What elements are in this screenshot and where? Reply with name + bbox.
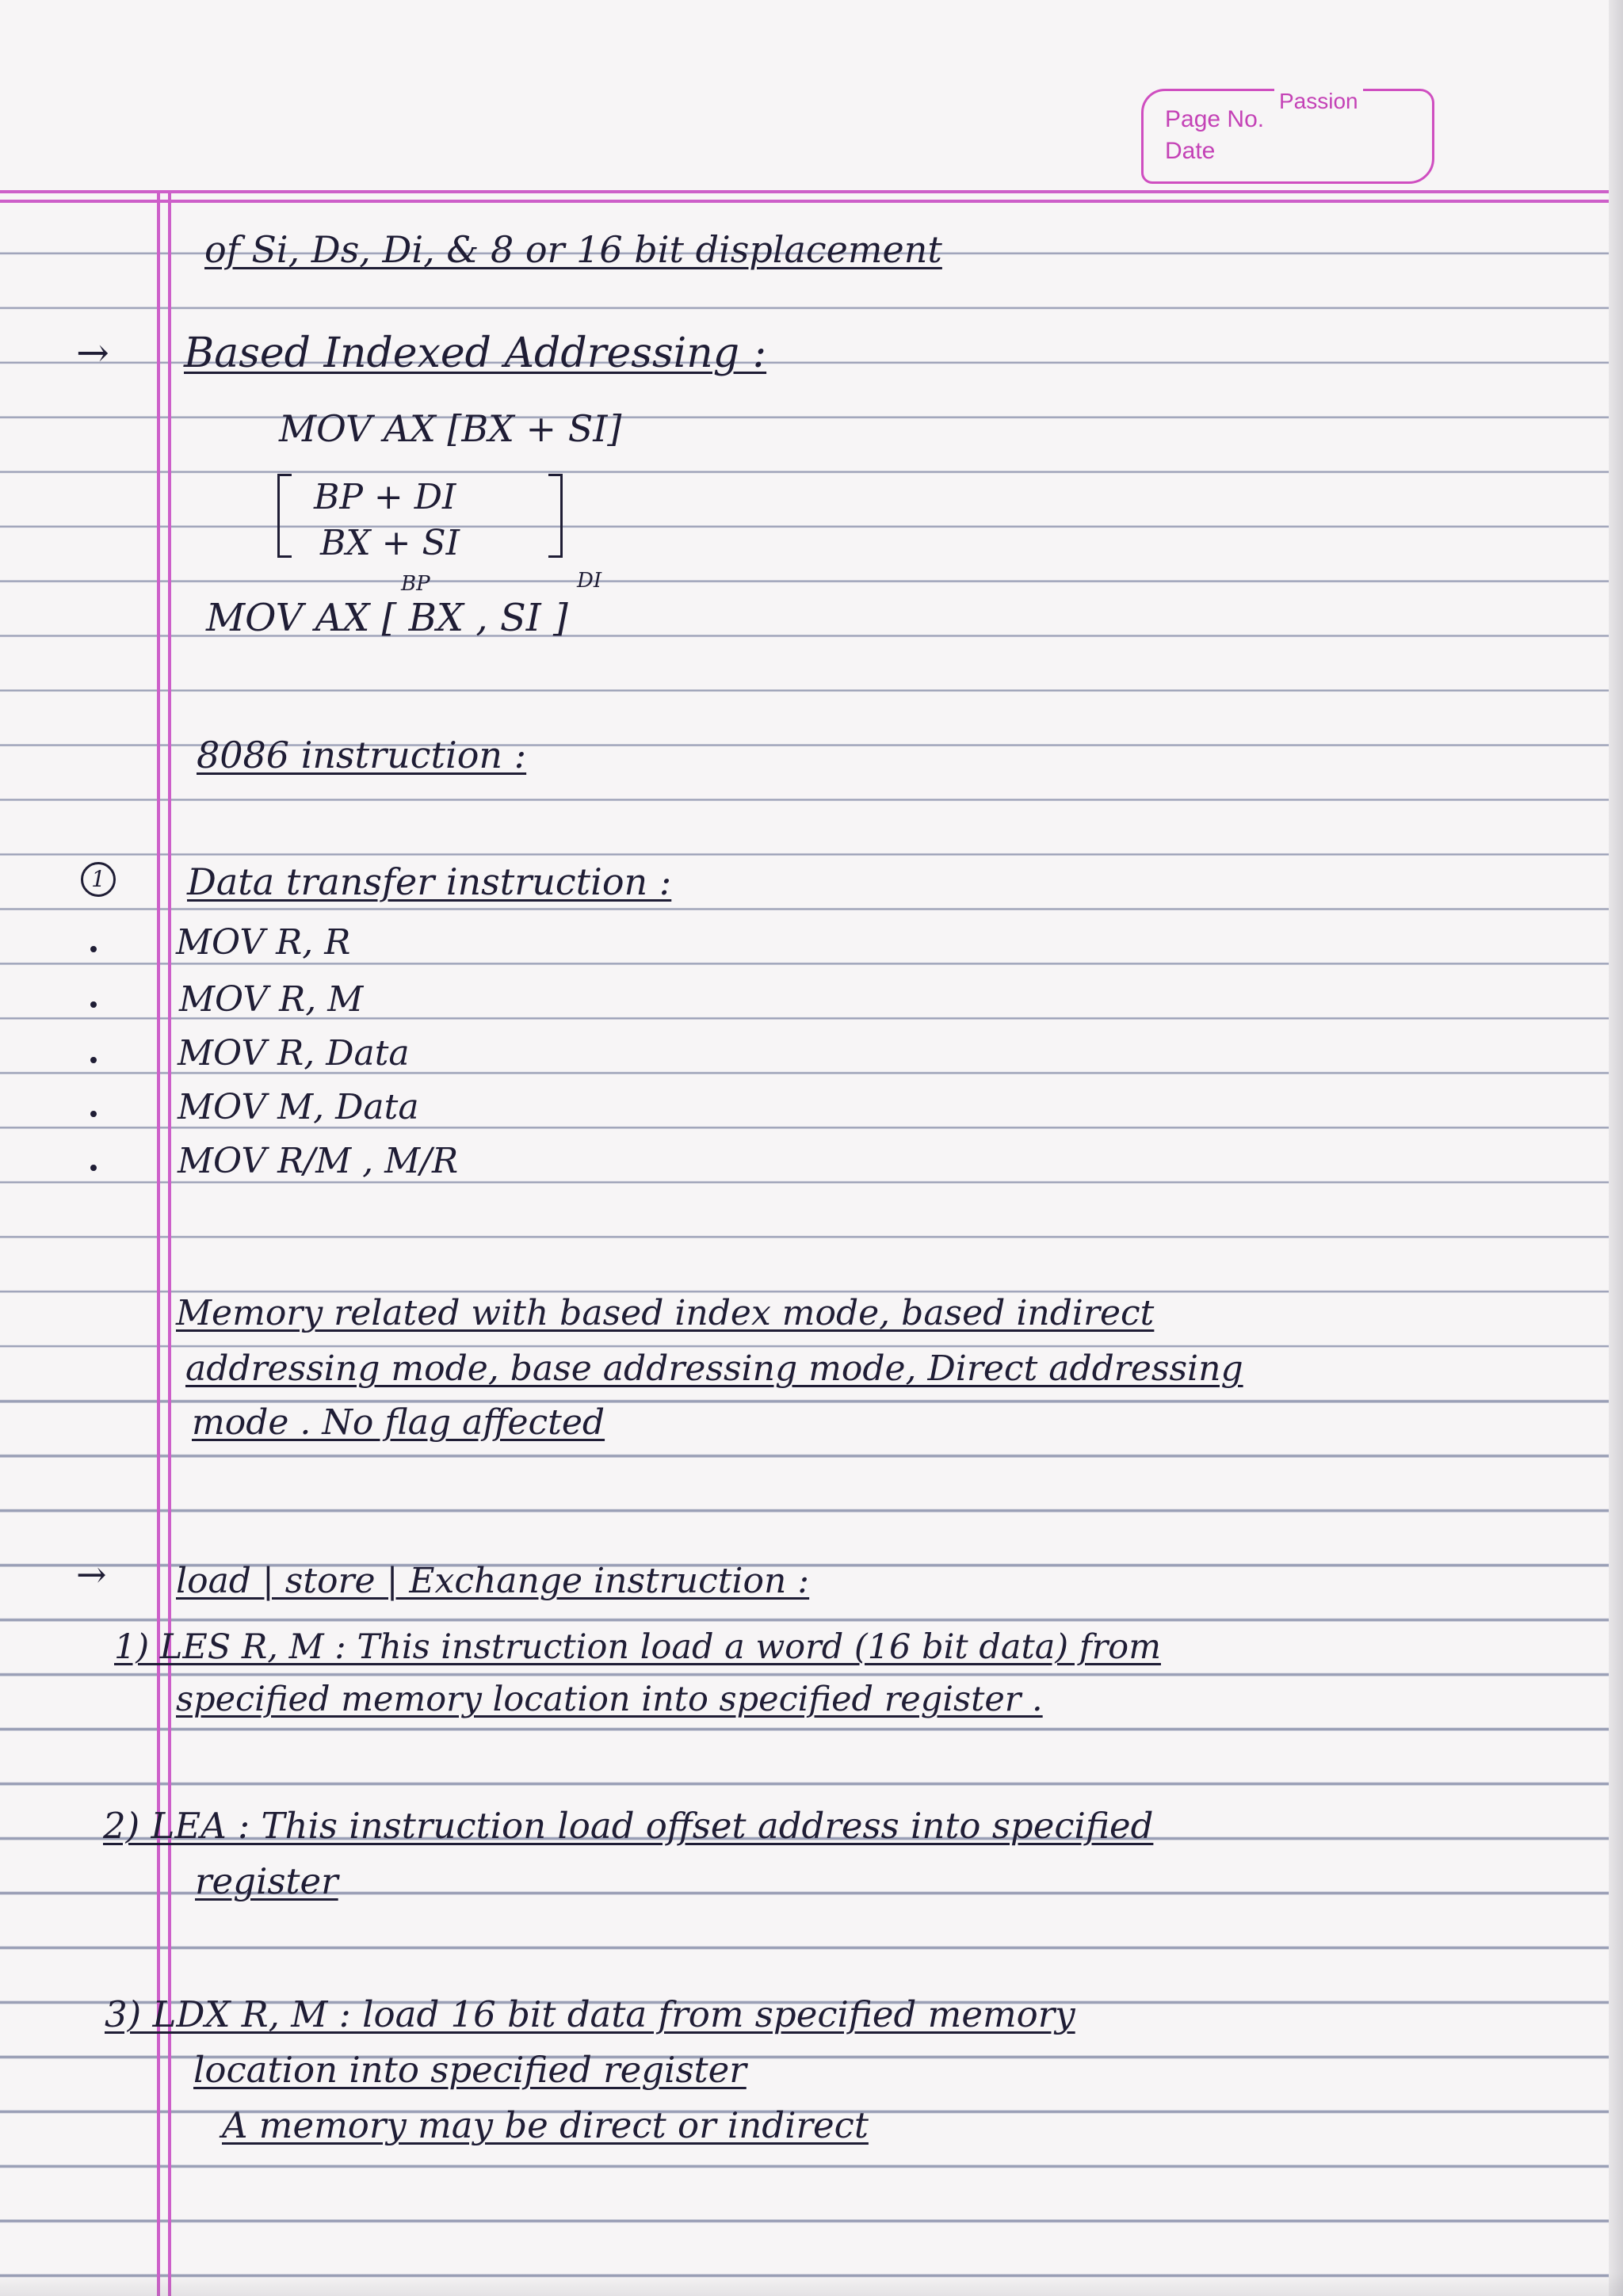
based-indexed-heading: Based Indexed Addressing : xyxy=(184,330,767,377)
bullet-2 xyxy=(90,1001,97,1008)
les-line-1: 1) LES R, M : This instruction load a word (16 bit data) from xyxy=(114,1627,1161,1667)
bp-superscript: BP xyxy=(401,572,430,596)
mov-list-item: MOV R/M , M/R xyxy=(178,1141,459,1181)
instruction-heading: 8086 instruction : xyxy=(197,734,527,776)
bullet-1 xyxy=(90,946,97,952)
ldx-line-3: A memory may be direct or indirect xyxy=(222,2104,869,2146)
left-bracket xyxy=(277,474,292,558)
mov-list-item: MOV M, Data xyxy=(178,1087,419,1127)
memory-para-line: addressing mode, base addressing mode, Direct addressing xyxy=(185,1348,1243,1389)
lea-line-2: register xyxy=(195,1860,338,1902)
item-number-1: 1 xyxy=(81,862,116,897)
arrow-icon: → xyxy=(76,1553,107,1596)
ldx-line-2: location into specified register xyxy=(193,2049,747,2091)
page-shadow xyxy=(0,2272,1623,2296)
memory-para-line: Memory related with based index mode, based indirect xyxy=(176,1293,1155,1333)
header-rule-1 xyxy=(0,190,1623,193)
brand-label: Passion xyxy=(1274,89,1363,114)
bullet-3 xyxy=(90,1057,97,1063)
load-store-heading: load | store | Exchange instruction : xyxy=(176,1561,810,1601)
mov-list-item: MOV R, R xyxy=(176,922,351,963)
bullet-4 xyxy=(90,1111,97,1117)
date-label: Date xyxy=(1165,138,1216,164)
mov-ax-bx-si: MOV AX [BX + SI] xyxy=(279,407,622,450)
header-rule-2 xyxy=(0,200,1623,203)
mov-list-item: MOV R, M xyxy=(179,979,364,1020)
margin-rule-1 xyxy=(157,190,160,2296)
margin-rule-2 xyxy=(168,190,171,2296)
right-bracket xyxy=(548,474,563,558)
ldx-line-1: 3) LDX R, M : load 16 bit data from specified memory xyxy=(105,1993,1075,2035)
lea-line-1: 2) LEA : This instruction load offset address into specified xyxy=(103,1805,1154,1847)
bx-si: BX + SI xyxy=(320,523,460,563)
displacement-line: of Si, Ds, Di, & 8 or 16 bit displacement xyxy=(204,228,942,271)
data-transfer-heading: Data transfer instruction : xyxy=(187,860,672,903)
les-line-2: specified memory location into specified register . xyxy=(176,1680,1043,1719)
bullet-5 xyxy=(90,1165,97,1171)
page-no-label: Page No. xyxy=(1165,106,1265,132)
memory-para-line: mode . No flag affected xyxy=(192,1402,605,1443)
mov-ax-bx-si-2: MOV AX [ BX , SI ] xyxy=(206,596,568,640)
arrow-icon: → xyxy=(76,330,109,376)
mov-list-item: MOV R, Data xyxy=(178,1033,410,1074)
bp-di: BP + DI xyxy=(314,477,456,517)
page-edge xyxy=(1609,0,1623,2296)
di-superscript: DI xyxy=(577,569,602,593)
